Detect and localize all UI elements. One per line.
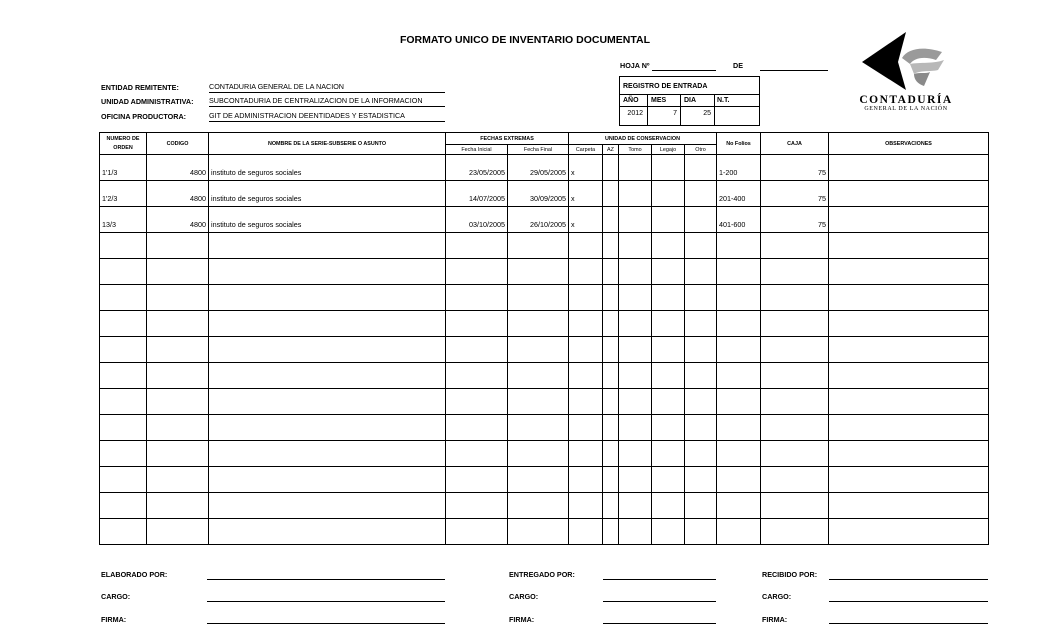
codigo-cell[interactable]: 4800 [147,155,209,181]
codigo-cell[interactable] [147,259,209,285]
observaciones-cell[interactable] [829,441,989,467]
table-row [100,441,989,467]
carpeta-cell[interactable] [569,363,603,389]
legajo-header: Legajo [652,145,685,155]
fecha-final-cell[interactable] [508,285,569,311]
az-cell[interactable] [603,155,619,181]
table-row [100,467,989,493]
legajo-cell[interactable] [652,467,685,493]
nombre-cell[interactable] [209,467,446,493]
az-cell[interactable] [603,363,619,389]
entidad-label: ENTIDAD REMITENTE: [101,83,179,92]
recibido-label: RECIBIDO POR: [762,570,818,579]
otro-cell[interactable] [685,363,717,389]
nombre-cell[interactable] [209,311,446,337]
az-cell[interactable] [603,519,619,545]
carpeta-cell[interactable] [569,493,603,519]
registro-mes-header: MES [651,97,667,104]
elaborado-firma-label: FIRMA: [101,615,127,624]
tomo-cell[interactable] [619,363,652,389]
table-row [100,493,989,519]
numero-orden-header: NUMERO DE ORDEN [100,133,147,155]
codigo-cell[interactable] [147,337,209,363]
registro-title: REGISTRO DE ENTRADA [623,83,708,90]
fecha-final-cell[interactable] [508,259,569,285]
otro-cell[interactable] [685,155,717,181]
otro-cell[interactable] [685,259,717,285]
az-cell[interactable] [603,207,619,233]
tomo-cell[interactable] [619,259,652,285]
legajo-cell[interactable] [652,285,685,311]
otro-cell[interactable] [685,337,717,363]
fecha-inicial-cell[interactable]: 23/05/2005 [446,155,508,181]
nombre-cell[interactable] [209,493,446,519]
codigo-cell[interactable]: 4800 [147,207,209,233]
caja-cell[interactable] [761,389,829,415]
numero-orden-cell[interactable] [100,311,147,337]
registro-ano-value: 2012 [627,110,643,117]
tomo-cell[interactable] [619,441,652,467]
folios-cell[interactable]: 1-200 [717,155,761,181]
carpeta-cell[interactable] [569,389,603,415]
legajo-cell[interactable] [652,259,685,285]
otro-cell[interactable] [685,207,717,233]
table-row [100,415,989,441]
caja-cell[interactable] [761,259,829,285]
recibido-cargo-field[interactable] [829,600,988,602]
elaborado-field[interactable] [207,578,445,580]
fecha-inicial-cell[interactable] [446,441,508,467]
numero-orden-cell[interactable] [100,467,147,493]
fecha-inicial-cell[interactable]: 03/10/2005 [446,207,508,233]
observaciones-cell[interactable] [829,363,989,389]
entregado-cargo-label: CARGO: [509,592,539,601]
recibido-firma-label: FIRMA: [762,615,788,624]
nombre-header: NOMBRE DE LA SERIE-SUBSERIE O ASUNTO [209,133,446,155]
az-cell[interactable] [603,311,619,337]
registro-dia-header: DIA [684,97,697,104]
nombre-cell[interactable]: instituto de seguros sociales [209,207,446,233]
az-cell[interactable] [603,181,619,207]
elaborado-cargo-field[interactable] [207,600,445,602]
caja-cell[interactable] [761,415,829,441]
fecha-inicial-cell[interactable] [446,467,508,493]
de-field[interactable] [760,60,828,71]
unidad-conservacion-header: UNIDAD DE CONSERVACION [569,133,717,145]
table-row [100,285,989,311]
folios-cell[interactable] [717,233,761,259]
folios-header: No Folios [717,133,761,155]
logo-name: CONTADURÍA [859,94,953,106]
observaciones-cell[interactable] [829,467,989,493]
az-cell[interactable] [603,285,619,311]
registro-nt-header: N.T. [717,97,730,104]
fecha-inicial-header: Fecha Inicial [446,145,508,155]
tomo-cell[interactable] [619,311,652,337]
caja-cell[interactable] [761,363,829,389]
table-row [100,155,989,181]
fecha-final-cell[interactable] [508,493,569,519]
codigo-cell[interactable] [147,285,209,311]
fecha-final-header: Fecha Final [508,145,569,155]
elaborado-cargo-label: CARGO: [101,592,131,601]
numero-orden-cell[interactable] [100,337,147,363]
nombre-cell[interactable]: instituto de seguros sociales [209,181,446,207]
az-cell[interactable] [603,415,619,441]
tomo-cell[interactable] [619,181,652,207]
logo-subtitle: GENERAL DE LA NACIÓN [864,106,948,112]
entregado-firma-label: FIRMA: [509,615,535,624]
folios-cell[interactable] [717,389,761,415]
legajo-cell[interactable] [652,519,685,545]
contaduria-logo-icon [858,28,954,92]
legajo-cell[interactable] [652,233,685,259]
fecha-inicial-cell[interactable] [446,363,508,389]
table-header-row [100,133,989,145]
table-row [100,363,989,389]
registro-dia-value: 25 [703,110,711,117]
nombre-cell[interactable]: instituto de seguros sociales [209,155,446,181]
caja-cell[interactable] [761,285,829,311]
observaciones-cell[interactable] [829,389,989,415]
table-row [100,259,989,285]
registro-entrada-box [619,76,760,126]
fecha-inicial-cell[interactable] [446,233,508,259]
codigo-cell[interactable] [147,311,209,337]
az-cell[interactable] [603,441,619,467]
fecha-final-cell[interactable] [508,233,569,259]
fecha-inicial-cell[interactable] [446,415,508,441]
az-cell[interactable] [603,493,619,519]
codigo-cell[interactable]: 4800 [147,181,209,207]
numero-orden-cell[interactable] [100,363,147,389]
tomo-cell[interactable] [619,233,652,259]
legajo-cell[interactable] [652,363,685,389]
caja-cell[interactable] [761,441,829,467]
tomo-cell[interactable] [619,415,652,441]
carpeta-cell[interactable] [569,285,603,311]
table-row [100,389,989,415]
tomo-cell[interactable] [619,285,652,311]
nombre-cell[interactable] [209,337,446,363]
tomo-header: Tomo [619,145,652,155]
tomo-cell[interactable] [619,207,652,233]
fecha-final-cell[interactable] [508,415,569,441]
codigo-cell[interactable] [147,467,209,493]
folios-cell[interactable] [717,415,761,441]
carpeta-cell[interactable] [569,415,603,441]
folios-cell[interactable] [717,467,761,493]
legajo-cell[interactable] [652,337,685,363]
fecha-final-cell[interactable] [508,441,569,467]
numero-orden-cell[interactable] [100,519,147,545]
caja-cell[interactable]: 75 [761,155,829,181]
nombre-cell[interactable] [209,285,446,311]
entregado-firma-field[interactable] [603,622,716,624]
fecha-inicial-cell[interactable] [446,311,508,337]
carpeta-cell[interactable] [569,337,603,363]
tomo-cell[interactable] [619,519,652,545]
nombre-cell[interactable] [209,259,446,285]
fecha-inicial-cell[interactable] [446,285,508,311]
fecha-inicial-cell[interactable] [446,389,508,415]
legajo-cell[interactable] [652,311,685,337]
observaciones-cell[interactable] [829,181,989,207]
otro-cell[interactable] [685,467,717,493]
observaciones-cell[interactable] [829,155,989,181]
codigo-cell[interactable] [147,389,209,415]
numero-orden-cell[interactable] [100,285,147,311]
table-row [100,519,989,545]
table-row [100,233,989,259]
caja-cell[interactable]: 75 [761,181,829,207]
az-cell[interactable] [603,233,619,259]
carpeta-cell[interactable] [569,519,603,545]
legajo-cell[interactable] [652,493,685,519]
fecha-final-cell[interactable] [508,467,569,493]
tomo-cell[interactable] [619,337,652,363]
numero-orden-cell[interactable] [100,441,147,467]
carpeta-header: Carpeta [569,145,603,155]
nombre-cell[interactable] [209,519,446,545]
codigo-cell[interactable] [147,363,209,389]
caja-header: CAJA [761,133,829,155]
observaciones-cell[interactable] [829,285,989,311]
recibido-cargo-label: CARGO: [762,592,792,601]
registro-mes-value: 7 [673,110,677,117]
az-header: AZ [603,145,619,155]
observaciones-cell[interactable] [829,493,989,519]
tomo-cell[interactable] [619,467,652,493]
az-cell[interactable] [603,389,619,415]
tomo-cell[interactable] [619,493,652,519]
table-row [100,207,989,233]
oficina-value: GIT DE ADMINISTRACION DEENTIDADES Y ESTADISTICA [209,111,445,122]
fecha-final-cell[interactable] [508,311,569,337]
folios-cell[interactable] [717,285,761,311]
nombre-cell[interactable] [209,363,446,389]
de-label: DE [733,61,743,70]
otro-cell[interactable] [685,389,717,415]
observaciones-cell[interactable] [829,415,989,441]
entregado-field[interactable] [603,578,716,580]
document-title: FORMATO UNICO DE INVENTARIO DOCUMENTAL [399,34,651,46]
nombre-cell[interactable] [209,389,446,415]
legajo-cell[interactable] [652,207,685,233]
fecha-inicial-cell[interactable] [446,519,508,545]
fechas-extremas-header: FECHAS EXTREMAS [446,133,569,145]
carpeta-cell[interactable] [569,259,603,285]
oficina-label: OFICINA PRODUCTORA: [101,112,187,121]
folios-cell[interactable] [717,519,761,545]
otro-cell[interactable] [685,233,717,259]
numero-orden-cell[interactable]: 1'1/3 [100,155,147,181]
folios-cell[interactable]: 401-600 [717,207,761,233]
caja-cell[interactable]: 75 [761,207,829,233]
fecha-inicial-cell[interactable]: 14/07/2005 [446,181,508,207]
carpeta-cell[interactable] [569,467,603,493]
carpeta-cell[interactable] [569,233,603,259]
folios-cell[interactable] [717,363,761,389]
carpeta-cell[interactable]: x [569,181,603,207]
unidad-value: SUBCONTADURIA DE CENTRALIZACION DE LA INFORMACION [209,96,445,107]
entregado-label: ENTREGADO POR: [509,570,575,579]
folios-cell[interactable] [717,337,761,363]
table-row [100,311,989,337]
caja-cell[interactable] [761,493,829,519]
caja-cell[interactable] [761,467,829,493]
tomo-cell[interactable] [619,155,652,181]
codigo-cell[interactable] [147,493,209,519]
az-cell[interactable] [603,467,619,493]
legajo-cell[interactable] [652,389,685,415]
entregado-cargo-field[interactable] [603,600,716,602]
otro-cell[interactable] [685,415,717,441]
numero-orden-cell[interactable] [100,415,147,441]
otro-cell[interactable] [685,493,717,519]
nombre-cell[interactable] [209,441,446,467]
carpeta-cell[interactable] [569,441,603,467]
folios-cell[interactable]: 201-400 [717,181,761,207]
entidad-value: CONTADURIA GENERAL DE LA NACION [209,82,445,93]
observaciones-cell[interactable] [829,311,989,337]
fecha-inicial-cell[interactable] [446,337,508,363]
folios-cell[interactable] [717,311,761,337]
folios-cell[interactable] [717,493,761,519]
observaciones-cell[interactable] [829,207,989,233]
observaciones-header: OBSERVACIONES [829,133,989,155]
unidad-label: UNIDAD ADMINISTRATIVA: [101,97,194,106]
caja-cell[interactable] [761,311,829,337]
registro-ano-header: AÑO [623,97,639,104]
observaciones-cell[interactable] [829,337,989,363]
legajo-cell[interactable] [652,415,685,441]
fecha-final-cell[interactable] [508,337,569,363]
otro-cell[interactable] [685,441,717,467]
codigo-cell[interactable] [147,415,209,441]
otro-cell[interactable] [685,181,717,207]
fecha-final-cell[interactable] [508,519,569,545]
recibido-firma-field[interactable] [829,622,988,624]
otro-cell[interactable] [685,519,717,545]
fecha-final-cell[interactable]: 26/10/2005 [508,207,569,233]
inventory-table [99,132,989,545]
fecha-final-cell[interactable] [508,389,569,415]
observaciones-cell[interactable] [829,233,989,259]
otro-header: Otro [685,145,717,155]
tomo-cell[interactable] [619,389,652,415]
observaciones-cell[interactable] [829,519,989,545]
caja-cell[interactable] [761,233,829,259]
numero-orden-cell[interactable] [100,259,147,285]
hoja-label: HOJA Nº [620,61,650,70]
otro-cell[interactable] [685,285,717,311]
elaborado-firma-field[interactable] [207,622,445,624]
fecha-final-cell[interactable]: 29/05/2005 [508,155,569,181]
fecha-inicial-cell[interactable] [446,259,508,285]
folios-cell[interactable] [717,441,761,467]
codigo-cell[interactable] [147,441,209,467]
codigo-cell[interactable] [147,519,209,545]
fecha-final-cell[interactable] [508,363,569,389]
caja-cell[interactable] [761,519,829,545]
legajo-cell[interactable] [652,181,685,207]
table-row [100,181,989,207]
carpeta-cell[interactable]: x [569,155,603,181]
caja-cell[interactable] [761,337,829,363]
numero-orden-cell[interactable] [100,389,147,415]
nombre-cell[interactable] [209,233,446,259]
fecha-inicial-cell[interactable] [446,493,508,519]
az-cell[interactable] [603,337,619,363]
numero-orden-cell[interactable] [100,233,147,259]
hoja-field[interactable] [652,60,716,71]
otro-cell[interactable] [685,311,717,337]
codigo-header: CODIGO [147,133,209,155]
recibido-field[interactable] [829,578,988,580]
numero-orden-cell[interactable]: 13/3 [100,207,147,233]
observaciones-cell[interactable] [829,259,989,285]
carpeta-cell[interactable]: x [569,207,603,233]
numero-orden-cell[interactable]: 1'2/3 [100,181,147,207]
carpeta-cell[interactable] [569,311,603,337]
legajo-cell[interactable] [652,155,685,181]
table-row [100,337,989,363]
fecha-final-cell[interactable]: 30/09/2005 [508,181,569,207]
legajo-cell[interactable] [652,441,685,467]
numero-orden-cell[interactable] [100,493,147,519]
elaborado-label: ELABORADO POR: [101,570,168,579]
codigo-cell[interactable] [147,233,209,259]
nombre-cell[interactable] [209,415,446,441]
folios-cell[interactable] [717,259,761,285]
az-cell[interactable] [603,259,619,285]
